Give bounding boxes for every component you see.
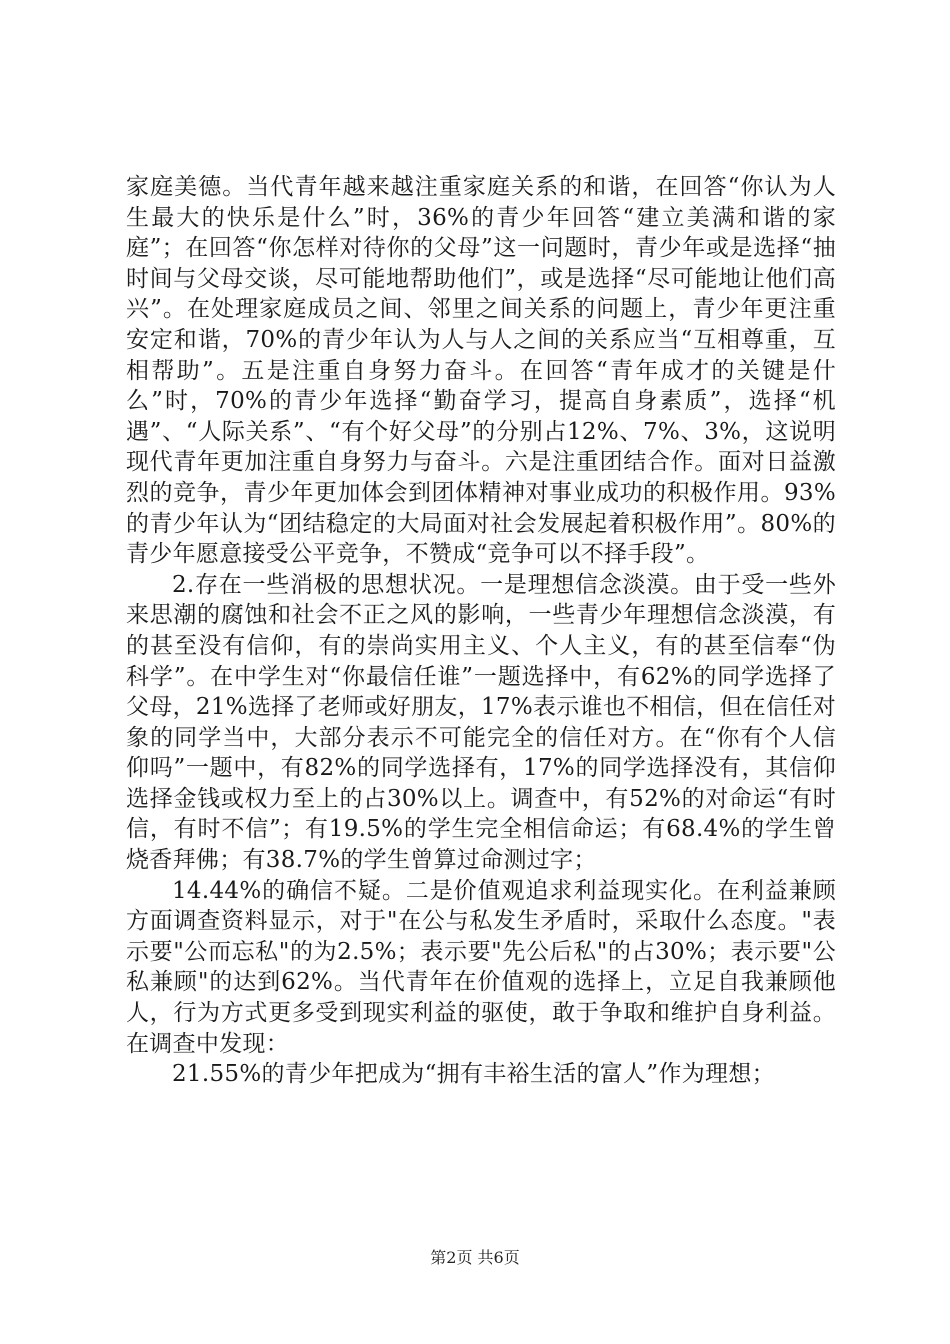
paragraph-negative-thoughts: 2.存在一些消极的思想状况。一是理想信念淡漠。由于受一些外来思潮的腐蚀和社会不正之风的影响，一些青少年理想信念淡漠，有的甚至没有信仰，有的崇尚实用主义、个人主义，有的甚至信奉“伪科学”。在中学生对“你最信任谁”一题选择中，有62%的同学选择了父母，21%选择了老师或好朋友，17%表示谁也不相信，但在信任对象的同学当中，大部分表示不可能完全的信任对方。在“你有个人信仰吗”一题中，有82%的同学选择有，17%的同学选择没有，其信仰选择金钱或权力至上的占30%以上。调查中，有52%的对命运“有时信，有时不信”；有19.5%的学生完全相信命运；有68.4%的学生曾烧香拜佛；有38.7%的学生曾算过命测过字； [126, 571, 836, 874]
paragraph-family-virtue: 家庭美德。当代青年越来越注重家庭关系的和谐，在回答“你认为人生最大的快乐是什么”时，36%的青少年回答“建立美满和谐的家庭”；在回答“你怎样对待你的父母”这一问题时，青少年或是选择“抽时间与父母交谈，尽可能地帮助他们”，或是选择“尽可能地让他们高兴”。在处理家庭成员之间、邻里之间关系的问题上，青少年更注重安定和谐，70%的青少年认为人与人之间的关系应当“互相尊重，互相帮助”。五是注重自身努力奋斗。在回答“青年成才的关键是什么”时，70%的青少年选择“勤奋学习，提高自身素质”，选择“机遇”、“人际关系”、“有个好父母”的分别占12%、7%、3%，这说明现代青年更加注重自身努力与奋斗。六是注重团结合作。面对日益激烈的竞争，青少年更加体会到团体精神对事业成功的积极作用。93%的青少年认为“团结稳定的大局面对社会发展起着积极作用”。80%的青少年愿意接受公平竞争，不赞成“竞争可以不择手段”。 [126, 174, 836, 568]
paragraph-rich-ideal: 21.55%的青少年把成为“拥有丰裕生活的富人”作为理想； [172, 1061, 775, 1088]
document-body [126, 172, 836, 1090]
page-footer: 第2页 共6页 [430, 1248, 520, 1267]
paragraph-values-interest: 14.44%的确信不疑。二是价值观追求利益现实化。在利益兼顾方面调查资料显示，对于"在公与私发生矛盾时，采取什么态度。"表示要"公而忘私"的为2.5%；表示要"先公后私"的占30%；表示要"公私兼顾"的达到62%。当代青年在价值观的选择上，立足自我兼顾他人，行为方式更多受到现实利益的驱使，敢于争取和维护自身利益。在调查中发现： [126, 877, 836, 1057]
